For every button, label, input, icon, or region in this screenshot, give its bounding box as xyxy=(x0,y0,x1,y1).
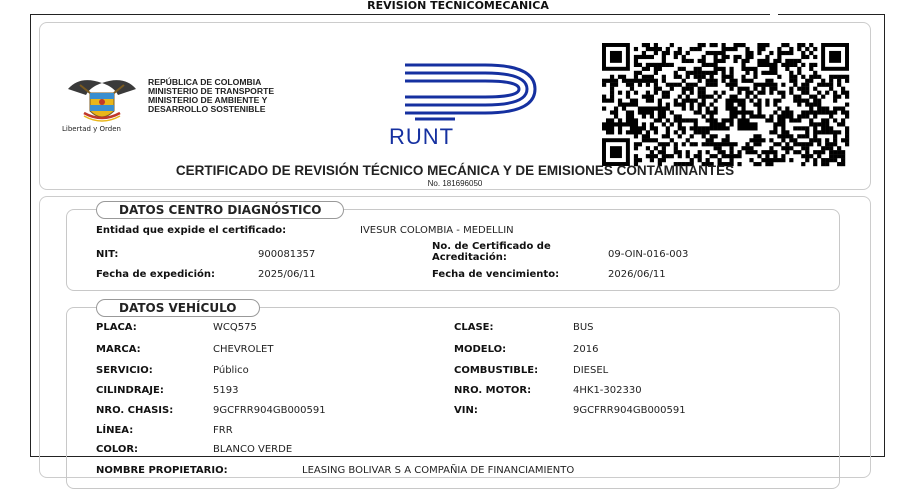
placa-value: WCQ575 xyxy=(213,322,257,333)
datos-vehiculo-section xyxy=(66,307,840,489)
combustible-label: COMBUSTIBLE: xyxy=(454,365,539,376)
ministry-line: MINISTERIO DE TRANSPORTE xyxy=(148,86,275,96)
servicio-value: Público xyxy=(213,365,249,376)
ministry-line: MINISTERIO DE AMBIENTE Y xyxy=(148,95,268,105)
entidad-value: IVESUR COLOMBIA - MEDELLIN xyxy=(360,225,514,236)
vin-label: VIN: xyxy=(454,405,478,416)
vencimiento-label: Fecha de vencimiento: xyxy=(432,269,560,280)
nit-label: NIT: xyxy=(96,249,119,260)
marca-value: CHEVROLET xyxy=(213,344,274,355)
runt-logo-text: RUNT xyxy=(389,124,455,149)
ministries-block xyxy=(148,78,274,114)
entidad-label: Entidad que expide el certificado: xyxy=(96,225,287,236)
section-title-vehiculo: DATOS VEHÍCULO xyxy=(96,299,260,317)
motor-value: 4HK1-302330 xyxy=(573,385,642,396)
colombia-coat-of-arms-icon xyxy=(60,73,144,133)
cilindraje-value: 5193 xyxy=(213,385,239,396)
certificate-body xyxy=(39,196,871,478)
placa-label: PLACA: xyxy=(96,322,137,333)
vin-value: 9GCFRR904GB000591 xyxy=(573,405,686,416)
page-title: REVISION TECNICOMECANICA xyxy=(367,0,549,12)
certificate-title: CERTIFICADO DE REVISIÓN TÉCNICO MECÁNICA Y DE EMISIONES CONTAMINANTES xyxy=(175,163,735,178)
propietario-label: NOMBRE PROPIETARIO: xyxy=(96,465,228,476)
section-title-centro: DATOS CENTRO DIAGNÓSTICO xyxy=(96,201,344,219)
clase-value: BUS xyxy=(573,322,594,333)
acreditacion-label: No. de Certificado de Acreditación: xyxy=(432,241,551,263)
chasis-label: NRO. CHASIS: xyxy=(96,405,174,416)
shield-motto: Libertad y Orden xyxy=(62,125,121,133)
linea-value: FRR xyxy=(213,425,233,436)
servicio-label: SERVICIO: xyxy=(96,365,153,376)
propietario-value: LEASING BOLIVAR S A COMPAÑIA DE FINANCIAMIENTO xyxy=(302,465,575,476)
ministry-line: REPÚBLICA DE COLOMBIA xyxy=(148,77,262,87)
certificate-number: No. 181696050 xyxy=(427,179,483,188)
color-label: COLOR: xyxy=(96,444,139,455)
linea-label: LÍNEA: xyxy=(96,425,134,436)
chasis-value: 9GCFRR904GB000591 xyxy=(213,405,326,416)
cilindraje-label: CILINDRAJE: xyxy=(96,385,164,396)
expedicion-value: 2025/06/11 xyxy=(258,269,316,280)
vencimiento-value: 2026/06/11 xyxy=(608,269,666,280)
marca-label: MARCA: xyxy=(96,344,141,355)
certificate-document xyxy=(30,14,885,476)
acreditacion-value: 09-OIN-016-003 xyxy=(608,249,689,260)
ministry-line: DESARROLLO SOSTENIBLE xyxy=(148,104,266,114)
color-value: BLANCO VERDE xyxy=(213,444,293,455)
certificate-header xyxy=(39,22,871,190)
motor-label: NRO. MOTOR: xyxy=(454,385,532,396)
clase-label: CLASE: xyxy=(454,322,494,333)
qr-code xyxy=(602,43,849,166)
expedicion-label: Fecha de expedición: xyxy=(96,269,216,280)
modelo-value: 2016 xyxy=(573,344,599,355)
combustible-value: DIESEL xyxy=(573,365,609,376)
modelo-label: MODELO: xyxy=(454,344,507,355)
nit-value: 900081357 xyxy=(258,249,316,260)
